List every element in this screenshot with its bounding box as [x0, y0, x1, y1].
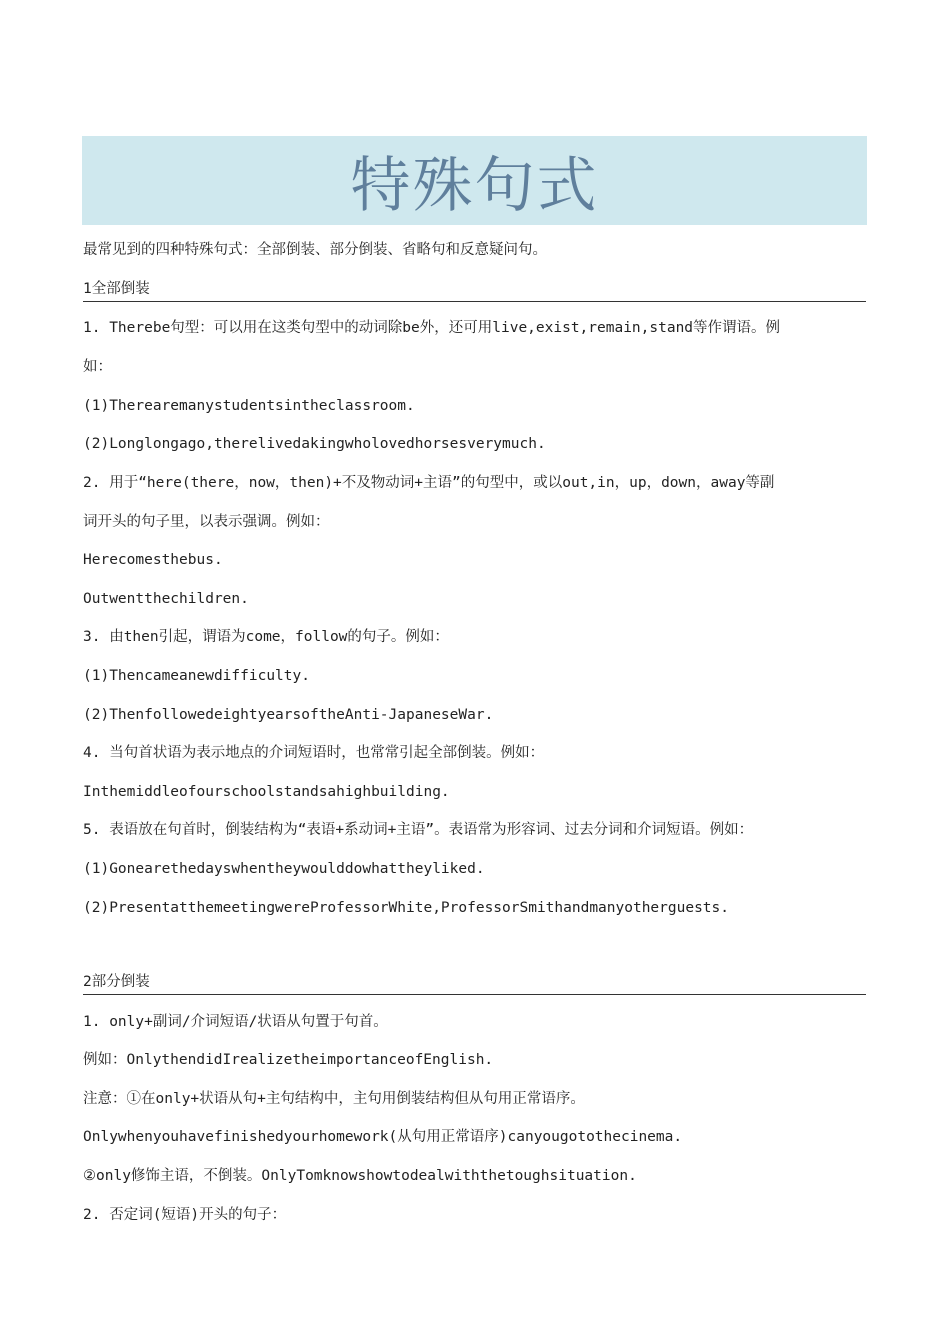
section1-line: Outwentthechildren.	[83, 591, 249, 607]
section1-line: 2. 用于“here(there，now，then)+不及物动词+主语”的句型中，或以out,in，up，down，away等副	[83, 475, 775, 491]
section1-line: 如：	[83, 359, 112, 375]
section2-line: 例如：OnlythendidIrealizetheimportanceofEnglish.	[83, 1052, 494, 1068]
section1-line: 5. 表语放在句首时，倒装结构为“表语+系动词+主语”。表语常为形容词、过去分词和介词短语。例如：	[83, 822, 754, 838]
section1-line: 3. 由then引起，谓语为come，follow的句子。例如：	[83, 629, 449, 645]
section2-line: 2. 否定词(短语)开头的句子：	[83, 1207, 287, 1223]
intro-text: 最常见到的四种特殊句式：全部倒装、部分倒装、省略句和反意疑问句。	[83, 242, 547, 258]
section1-line: (2)Longlongago,therelivedakingwholovedhorsesverymuch.	[83, 436, 546, 452]
section1-line: (1)Gonearethedayswhentheywoulddowhattheyliked.	[83, 861, 485, 877]
section1-line: (1)Therearemanystudentsintheclassroom.	[83, 398, 415, 414]
section1-line: Herecomesthebus.	[83, 552, 223, 568]
section1-line: 词开头的句子里，以表示强调。例如：	[83, 514, 330, 530]
section1-line: 4. 当句首状语为表示地点的介词短语时，也常常引起全部倒装。例如：	[83, 745, 545, 761]
page-title: 特殊句式	[350, 150, 599, 221]
section2-line: ②only修饰主语，不倒装。OnlyTomknowshowtodealwiththetoughsituation.	[83, 1168, 637, 1184]
section-heading-2: 2部分倒装	[83, 972, 866, 995]
section-heading-1: 1全部倒装	[83, 279, 866, 302]
section1-line: 1. Therebe句型：可以用在这类句型中的动词除be外，还可用live,exist,remain,stand等作谓语。例	[83, 320, 781, 336]
section1-line: (2)PresentatthemeetingwereProfessorWhite,ProfessorSmithandmanyotherguests.	[83, 900, 730, 916]
section2-line: Onlywhenyouhavefinishedyourhomework(从句用正常语序)canyougotothecinema.	[83, 1129, 683, 1145]
section2-line: 1. only+副词/介词短语/状语从句置于句首。	[83, 1014, 388, 1030]
section2-line: 注意：①在only+状语从句+主句结构中，主句用倒装结构但从句用正常语序。	[83, 1091, 585, 1107]
section1-line: (2)ThenfollowedeightyearsoftheAnti-JapaneseWar.	[83, 707, 494, 723]
title-banner	[82, 136, 867, 225]
section1-line: Inthemiddleofourschoolstandsahighbuilding.	[83, 784, 450, 800]
section1-line: (1)Thencameanewdifficulty.	[83, 668, 310, 684]
